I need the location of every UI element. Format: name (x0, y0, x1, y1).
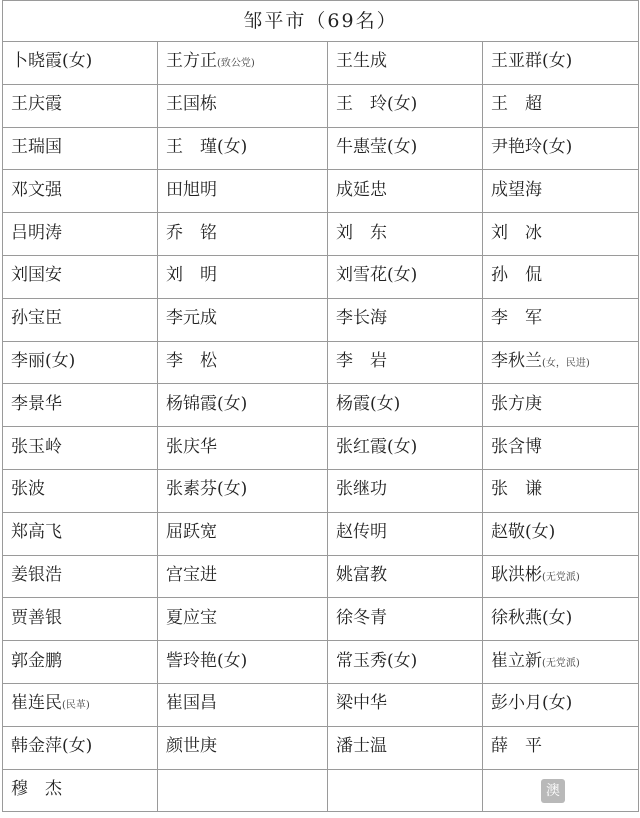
member-name: 郑高飞 (11, 522, 62, 543)
name-cell (328, 255, 483, 298)
name-cell (3, 641, 158, 684)
table-row (3, 170, 639, 213)
name-cell (328, 683, 483, 726)
member-name: 张含博 (491, 436, 542, 457)
name-cell (483, 598, 639, 641)
name-cell (328, 42, 483, 85)
member-name: 王亚群(女) (491, 51, 573, 72)
member-name: 郭金鹏 (11, 650, 62, 671)
member-name: 赵传明 (336, 522, 387, 543)
name-cell (328, 769, 483, 812)
name-cell (158, 512, 328, 555)
member-name: 张波 (11, 479, 45, 500)
member-name: 李景华 (11, 393, 62, 414)
name-cell (328, 127, 483, 170)
name-cell (158, 170, 328, 213)
table-row (3, 469, 639, 512)
name-cell (3, 298, 158, 341)
member-name: 张 谦 (491, 479, 542, 500)
name-cell (328, 555, 483, 598)
name-cell (3, 469, 158, 512)
roster-body (3, 42, 639, 812)
member-name: 成延忠 (336, 179, 387, 200)
member-name: 王 超 (491, 94, 542, 115)
name-cell (328, 298, 483, 341)
member-name: 刘国安 (11, 265, 62, 286)
roster-document (2, 0, 638, 816)
member-name: 徐秋燕(女) (491, 607, 573, 628)
member-name: 韩金萍(女) (11, 736, 93, 757)
member-name: 卜晓霞(女) (11, 51, 93, 72)
name-cell (3, 84, 158, 127)
table-row (3, 384, 639, 427)
name-cell (158, 127, 328, 170)
member-name: 王 玲(女) (336, 94, 418, 115)
name-cell (3, 769, 158, 812)
member-name: 刘 冰 (491, 222, 542, 243)
member-name: 李秋兰 (491, 350, 542, 371)
member-name: 刘 明 (166, 265, 217, 286)
title-row (3, 1, 639, 42)
name-cell (483, 84, 639, 127)
table-row (3, 512, 639, 555)
name-cell (3, 42, 158, 85)
name-cell (483, 341, 639, 384)
name-cell (3, 427, 158, 470)
member-name: 吕明涛 (11, 222, 62, 243)
name-cell (158, 384, 328, 427)
name-cell (158, 298, 328, 341)
name-cell (158, 641, 328, 684)
name-cell (328, 726, 483, 769)
name-cell (158, 341, 328, 384)
member-name: 杨锦霞(女) (166, 393, 248, 414)
name-cell (328, 213, 483, 256)
member-name: 赵敬(女) (491, 522, 556, 543)
name-cell (483, 255, 639, 298)
name-cell (3, 598, 158, 641)
member-name: 杨霞(女) (336, 393, 401, 414)
member-name: 姚富教 (336, 564, 387, 585)
table-row (3, 255, 639, 298)
roster-table (2, 0, 639, 812)
member-name: 王国栋 (166, 94, 217, 115)
name-cell (158, 255, 328, 298)
table-title: 邹平市（69名） (3, 1, 639, 42)
member-name: 夏应宝 (166, 607, 217, 628)
member-name: 李元成 (166, 308, 217, 329)
name-cell (328, 84, 483, 127)
member-name: 李 松 (166, 350, 217, 371)
member-name: 薛 平 (491, 736, 542, 757)
name-cell (158, 598, 328, 641)
member-name: 张红霞(女) (336, 436, 418, 457)
table-row (3, 84, 639, 127)
member-name: 姜银浩 (11, 564, 62, 585)
name-cell (158, 213, 328, 256)
member-name: 刘 东 (336, 222, 387, 243)
member-name: 田旭明 (166, 179, 217, 200)
member-name: 屈跃宽 (166, 522, 217, 543)
name-cell (483, 427, 639, 470)
member-name: 张玉岭 (11, 436, 62, 457)
member-name: 宫宝进 (166, 564, 217, 585)
name-cell (3, 255, 158, 298)
member-name: 李 军 (491, 308, 542, 329)
name-cell (483, 127, 639, 170)
table-row (3, 213, 639, 256)
member-name: 成望海 (491, 179, 542, 200)
name-cell (3, 555, 158, 598)
member-name: 常玉秀(女) (336, 650, 418, 671)
table-row (3, 598, 639, 641)
name-cell (328, 512, 483, 555)
name-cell (3, 384, 158, 427)
name-cell (3, 726, 158, 769)
name-cell (328, 384, 483, 427)
member-name: 梁中华 (336, 693, 387, 714)
name-cell (158, 84, 328, 127)
member-name: 彭小月(女) (491, 693, 573, 714)
name-cell (328, 170, 483, 213)
name-cell (483, 512, 639, 555)
name-cell (483, 469, 639, 512)
table-row (3, 726, 639, 769)
name-cell (158, 427, 328, 470)
member-name: 徐冬青 (336, 607, 387, 628)
member-name: 穆 杰 (11, 778, 62, 799)
member-name: 崔立新 (491, 650, 542, 671)
member-name: 张素芬(女) (166, 479, 248, 500)
member-name: 訾玲艳(女) (166, 650, 248, 671)
name-cell (328, 598, 483, 641)
table-row (3, 42, 639, 85)
name-cell (483, 298, 639, 341)
name-cell (3, 127, 158, 170)
member-name: 崔国昌 (166, 693, 217, 714)
name-cell (3, 213, 158, 256)
member-name: 乔 铭 (166, 222, 217, 243)
table-row (3, 555, 639, 598)
name-cell (483, 213, 639, 256)
name-cell (483, 555, 639, 598)
name-cell (158, 726, 328, 769)
table-row (3, 341, 639, 384)
member-name: 牛惠莹(女) (336, 136, 418, 157)
name-cell (483, 384, 639, 427)
name-cell (328, 427, 483, 470)
name-cell (158, 469, 328, 512)
member-name: 耿洪彬 (491, 564, 542, 585)
member-name: 孙 侃 (491, 265, 542, 286)
name-cell (328, 341, 483, 384)
member-name: 王 瑾(女) (166, 136, 248, 157)
name-cell (483, 641, 639, 684)
member-note: (无党派) (542, 657, 580, 669)
member-note: (女，民进) (542, 357, 590, 369)
table-row (3, 683, 639, 726)
member-name: 尹艳玲(女) (491, 136, 573, 157)
name-cell (3, 341, 158, 384)
member-note: (民革) (62, 700, 90, 712)
member-name: 王庆霞 (11, 94, 62, 115)
member-name: 李丽(女) (11, 350, 76, 371)
name-cell (483, 170, 639, 213)
member-name: 崔连民 (11, 693, 62, 714)
name-cell (158, 42, 328, 85)
name-cell (483, 726, 639, 769)
name-cell (158, 683, 328, 726)
table-row (3, 127, 639, 170)
member-name: 李长海 (336, 308, 387, 329)
name-cell (483, 683, 639, 726)
member-name: 张庆华 (166, 436, 217, 457)
table-row (3, 641, 639, 684)
table-row (3, 427, 639, 470)
member-name: 颜世庚 (166, 736, 217, 757)
member-name: 张方庚 (491, 393, 542, 414)
name-cell (328, 469, 483, 512)
member-name: 刘雪花(女) (336, 265, 418, 286)
member-name: 王生成 (336, 51, 387, 72)
name-cell (158, 555, 328, 598)
member-name: 李 岩 (336, 350, 387, 371)
name-cell (3, 512, 158, 555)
name-cell (3, 683, 158, 726)
name-cell (483, 42, 639, 85)
member-name: 邓文强 (11, 179, 62, 200)
member-name: 潘士温 (336, 736, 387, 757)
name-cell (3, 170, 158, 213)
member-note: (无党派) (542, 571, 580, 583)
member-name: 孙宝臣 (11, 308, 62, 329)
watermark-logo: 澳 (541, 779, 565, 803)
name-cell (328, 641, 483, 684)
member-name: 王瑞国 (11, 136, 62, 157)
name-cell (158, 769, 328, 812)
member-name: 张继功 (336, 479, 387, 500)
table-row (3, 298, 639, 341)
member-name: 贾善银 (11, 607, 62, 628)
member-name: 王方正 (166, 51, 217, 72)
member-note: (致公党) (217, 58, 255, 70)
